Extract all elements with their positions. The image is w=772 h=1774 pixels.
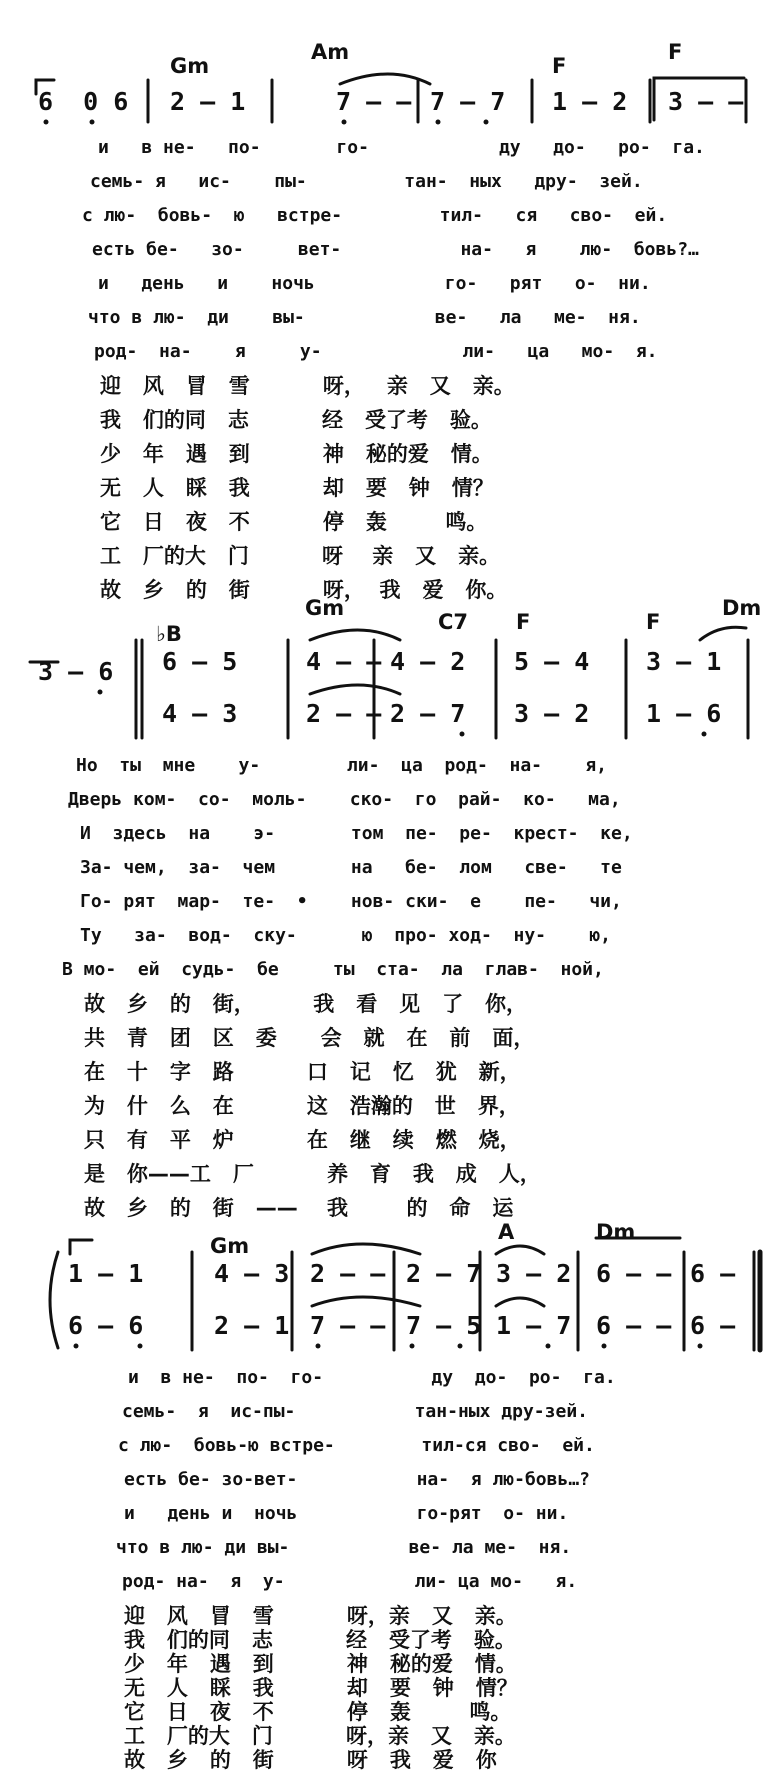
tie <box>312 1297 420 1306</box>
lyric-line-russian: Дверь ком- со- моль- ско- го рай- ко- ма, <box>68 789 621 810</box>
lyric-line-russian: есть бе- зо- вет- на- я лю- бовь?… <box>92 239 699 260</box>
octave-dot <box>316 1344 321 1349</box>
lyric-line-chinese: 只 有 平 炉 在 继 续 燃 烧， <box>84 1128 521 1152</box>
tie <box>340 74 430 84</box>
lyric-line-chinese: 共 青 团 区 委 会 就 在 前 面， <box>84 1026 535 1050</box>
octave-dot <box>546 1344 551 1349</box>
octave-dot <box>702 732 707 737</box>
octave-dot <box>484 120 489 125</box>
chord-symbol: Gm <box>210 1234 250 1258</box>
lyric-line-russian: род- на- я у- ли- ца мо- я. <box>122 1571 578 1592</box>
note-group-upper: 3 — 2 <box>496 1259 572 1288</box>
tie <box>310 685 400 694</box>
chord-symbol: Gm <box>305 596 345 620</box>
lyric-line-russian: За- чем, за- чем на бе- лом све- те <box>80 857 622 878</box>
octave-dot <box>44 120 49 125</box>
lyric-line-russian: семь- я ис-пы- тан-ных дру-зей. <box>122 1401 588 1422</box>
octave-dot <box>410 1344 415 1349</box>
lyric-line-russian: и в не- по- го- ду до- ро- га. <box>128 1367 616 1388</box>
note-group-upper: 4 — — <box>306 647 382 676</box>
note-group-lower: 2 — 1 <box>214 1311 290 1340</box>
octave-dot <box>436 120 441 125</box>
note-group-upper: 4 — 3 <box>214 1259 290 1288</box>
note-group-lower: 6 — 6 <box>68 1311 144 1340</box>
chord-symbol: A <box>498 1220 515 1244</box>
note-group: 2 — 1 <box>170 87 246 116</box>
lyric-line-chinese: 迎 风 冒 雪 呀， 亲 又 亲。 <box>100 374 515 398</box>
note-group: 3 — 6 <box>38 657 114 686</box>
note-group-upper: 4 — 2 <box>390 647 466 676</box>
lyric-line-chinese: 工 厂的大 门 呀，亲 又 亲。 <box>124 1724 516 1748</box>
note-group-upper: 2 — — <box>310 1259 386 1288</box>
note-group-lower: 4 — 3 <box>162 699 238 728</box>
lyric-line-russian: Го- рят мар- те- • нов- ски- е пе- чи, <box>80 891 622 912</box>
octave-dot <box>458 1344 463 1349</box>
tie <box>700 627 746 640</box>
note-group-lower: 1 — 6 <box>646 699 722 728</box>
note-group: 7 — 7 <box>430 87 506 116</box>
volta-bracket <box>70 1240 92 1254</box>
note-group-lower: 2 — — <box>306 699 382 728</box>
tie <box>310 630 400 640</box>
note-group-upper: 6 — 5 <box>162 647 238 676</box>
lyric-line-chinese: 我 们的同 志 经 受了考 验。 <box>100 408 492 432</box>
system-brace <box>50 1252 58 1348</box>
lyric-line-russian: И здесь на э- том пе- ре- крест- ке, <box>80 823 633 844</box>
note-group-lower: 1 — 7 <box>496 1311 572 1340</box>
lyric-line-russian: В мо- ей судь- бе ты ста- ла глав- ной, <box>62 959 604 980</box>
note-group-lower: 6 — — <box>596 1311 672 1340</box>
lyric-line-russian: Ту за- вод- ску- ю про- ход- ну- ю, <box>80 925 612 946</box>
octave-dot <box>698 1344 703 1349</box>
lyric-line-russian: и в не- по- го- ду до- ро- га. <box>98 137 705 158</box>
chord-symbol: F <box>646 610 661 634</box>
lyric-line-chinese: 它 日 夜 不 停 轰 鸣。 <box>124 1700 512 1724</box>
chord-symbol: Gm <box>170 54 210 78</box>
note-group-upper: 5 — 4 <box>514 647 590 676</box>
chord-symbol: ♭B <box>156 622 182 646</box>
chord-symbol: Dm <box>722 596 762 620</box>
lyric-line-russian: и день и ночь го-рят о- ни. <box>124 1503 569 1524</box>
lyric-line-russian: род- на- я у- ли- ца мо- я. <box>94 341 658 362</box>
note-group-lower: 7 — 5 <box>406 1311 482 1340</box>
lyric-line-russian: семь- я ис- пы- тан- ных дру- зей. <box>90 171 643 192</box>
octave-dot <box>138 1344 143 1349</box>
octave-dot <box>460 732 465 737</box>
lyric-line-russian: с лю- бовь- ю встре- тил- ся сво- ей. <box>82 205 668 226</box>
lyric-line-chinese: 在 十 字 路 口 记 忆 犹 新， <box>84 1060 521 1084</box>
note-group-upper: 3 — 1 <box>646 647 722 676</box>
lyric-line-chinese: 少 年 遇 到 神 秘的爱 情。 <box>124 1652 517 1676</box>
lyric-line-chinese: 无 人 睬 我 却 要 钟 情？ <box>124 1676 518 1700</box>
lyric-line-russian: и день и ночь го- рят о- ни. <box>98 273 651 294</box>
lyric-line-russian: Но ты мне у- ли- ца род- на- я, <box>76 755 608 776</box>
octave-dot <box>342 120 347 125</box>
chord-symbol: F <box>668 40 683 64</box>
lyric-line-chinese: 少 年 遇 到 神 秘的爱 情。 <box>100 442 493 466</box>
note-group-lower: 6 — <box>690 1311 736 1340</box>
note-group-upper: 6 — <box>690 1259 736 1288</box>
octave-dot <box>602 1344 607 1349</box>
lyric-line-chinese: 迎 风 冒 雪 呀，亲 又 亲。 <box>124 1604 517 1628</box>
chord-symbol: Dm <box>596 1220 636 1244</box>
chord-symbol: F <box>552 54 567 78</box>
lyric-line-chinese: 为 什 么 在 这 浩瀚的 世 界， <box>84 1094 520 1118</box>
note-group-upper: 1 — 1 <box>68 1259 144 1288</box>
lyric-line-chinese: 它 日 夜 不 停 轰 鸣。 <box>100 510 488 534</box>
tie <box>312 1244 420 1254</box>
note-group: 1 — 2 <box>552 87 628 116</box>
lyric-line-russian: есть бе- зо-вет- на- я лю-бовь…? <box>124 1469 590 1490</box>
note-group-lower: 2 — 7 <box>390 699 466 728</box>
chord-symbol: F <box>516 610 531 634</box>
note-group-upper: 6 — — <box>596 1259 672 1288</box>
note-group-lower: 3 — 2 <box>514 699 590 728</box>
lyric-line-chinese: 故 乡 的 街 呀， 我 爱 你。 <box>100 578 508 602</box>
lyric-line-chinese: 我 们的同 志 经 受了考 验。 <box>124 1628 516 1652</box>
lyric-line-russian: что в лю- ди вы- ве- ла ме- ня. <box>88 307 641 328</box>
note-group: 6 0 6 <box>38 87 129 116</box>
lyric-line-chinese: 故 乡 的 街 —— 我 的 命 运 <box>84 1196 514 1220</box>
octave-dot <box>74 1344 79 1349</box>
note-group: 7 — — <box>336 87 412 116</box>
lyric-line-chinese: 工 厂的大 门 呀 亲 又 亲。 <box>100 544 501 568</box>
tie <box>496 1246 544 1254</box>
note-group: 3 — — <box>668 87 744 116</box>
lyric-line-chinese: 无 人 睬 我 却 要 钟 情？ <box>100 476 494 500</box>
note-group-lower: 7 — — <box>310 1311 386 1340</box>
note-group-upper: 2 — 7 <box>406 1259 482 1288</box>
lyric-line-chinese: 故 乡 的 街 呀 我 爱 你 <box>124 1748 497 1772</box>
lyric-line-chinese: 是 你——工 厂 养 育 我 成 人， <box>84 1162 541 1186</box>
chord-symbol: Am <box>311 40 350 64</box>
lyric-line-russian: что в лю- ди вы- ве- ла ме- ня. <box>116 1537 572 1558</box>
chord-symbol: C7 <box>438 610 469 634</box>
octave-dot <box>98 690 103 695</box>
octave-dot <box>90 120 95 125</box>
lyric-line-russian: с лю- бовь-ю встре- тил-ся сво- ей. <box>118 1435 595 1456</box>
lyric-line-chinese: 故 乡 的 街， 我 看 见 了 你， <box>84 992 528 1016</box>
tie <box>496 1298 544 1306</box>
